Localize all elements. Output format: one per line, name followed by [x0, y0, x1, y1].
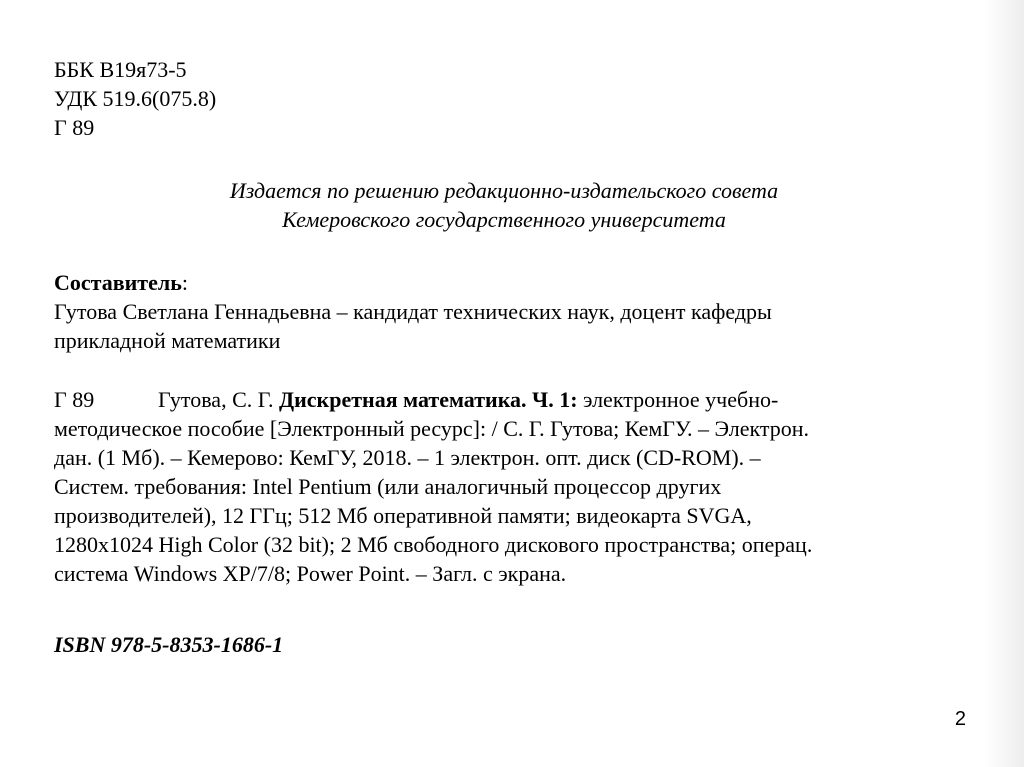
catalog-code: Г 89 — [54, 387, 95, 412]
catalog-line-6: 1280x1024 High Color (32 bit); 2 Мб свободного дискового пространства; операц. — [54, 532, 813, 557]
compiler-heading-line — [54, 268, 934, 297]
catalog-line-1 — [54, 385, 944, 414]
catalog-line-5: производителей), 12 ГГц; 512 Мб оперативной памяти; видеокарта SVGA, — [54, 503, 752, 528]
udk-code: УДК 519.6(075.8) — [54, 86, 217, 111]
catalog-line-7: система Windows XP/7/8; Power Point. – Загл. с экрана. — [54, 561, 567, 586]
catalog-line-4: Систем. требования: Intel Pentium (или аналогичный процессор других — [54, 474, 722, 499]
page-edge-shadow — [984, 0, 1024, 767]
catalog-line-3: дан. (1 Мб). – Кемерово: КемГУ, 2018. – 1 электрон. опт. диск (CD-ROM). – — [54, 445, 761, 470]
isbn-number: ISBN 978-5-8353-1686-1 — [54, 632, 284, 657]
decision-line-2: Кемеровского государственного университета — [282, 207, 726, 232]
compiler-line-1: Гутова Светлана Геннадьевна – кандидат технических наук, доцент кафедры — [54, 299, 772, 324]
compiler-heading-colon: : — [181, 270, 188, 295]
author-mark: Г 89 — [54, 115, 95, 140]
classification-codes — [54, 55, 216, 142]
catalog-author: Гутова, С. Г. — [158, 387, 279, 412]
catalog-line-1-rest: электронное учебно- — [577, 387, 779, 412]
compiler-line-2: прикладной математики — [54, 328, 281, 353]
catalog-line-2: методическое пособие [Электронный ресурс]: / С. Г. Гутова; КемГУ. – Электрон. — [54, 416, 810, 441]
decision-line-1: Издается по решению редакционно-издательского совета — [229, 178, 779, 203]
publication-decision — [54, 176, 954, 234]
compiler-section — [54, 268, 934, 355]
bbk-code: ББК В19я73-5 — [54, 57, 187, 82]
catalog-record — [54, 385, 944, 588]
catalog-title: Дискретная математика. Ч. 1: — [278, 387, 578, 412]
compiler-heading: Составитель — [54, 270, 182, 295]
page-number: 2 — [954, 708, 966, 730]
